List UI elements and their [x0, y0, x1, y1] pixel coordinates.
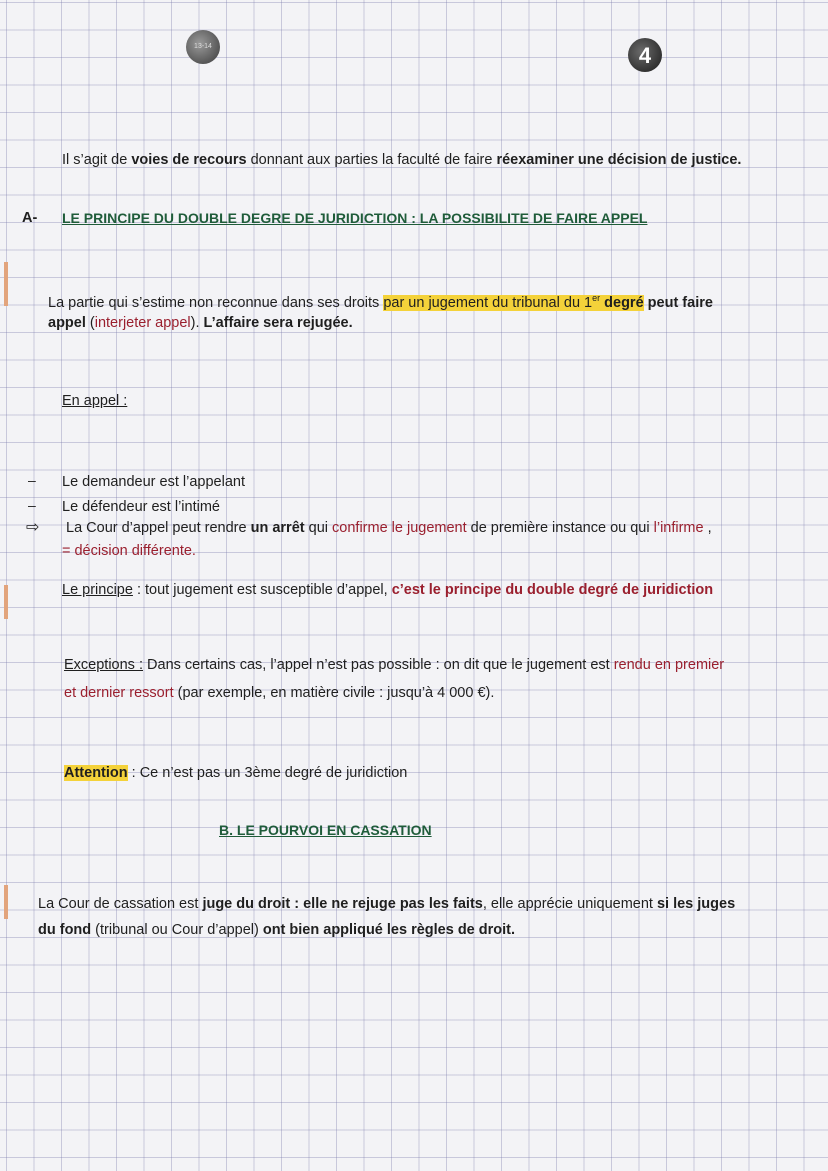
en-appel-heading: En appel :: [62, 393, 128, 409]
bullet-marker: –: [28, 472, 36, 488]
bullet-marker: –: [28, 497, 36, 513]
intro-paragraph: Il s’agit de voies de recours donnant aux parties la faculté de faire réexaminer une décision de justice.: [62, 152, 742, 168]
exceptions-line2: et dernier ressort (par exemple, en matière civile : jusqu’à 4 000 €).: [64, 685, 495, 701]
list-item: Le demandeur est l’appelant: [62, 474, 245, 490]
margin-mark: [4, 585, 8, 619]
para1-line2: appel (interjeter appel). L’affaire sera rejugée.: [48, 315, 353, 331]
arrow-icon: ⇨: [26, 519, 40, 536]
arrow-line1: La Cour d’appel peut rendre un arrêt qui confirme le jugement de première instance ou qui l’infirme ,: [66, 520, 712, 536]
exceptions-line1: Exceptions : Dans certains cas, l’appel n’est pas possible : on dit que le jugement est rendu en premier: [64, 657, 725, 673]
attention-line: Attention : Ce n’est pas un 3ème degré de juridiction: [64, 765, 408, 781]
cassation-line2: du fond (tribunal ou Cour d’appel) ont bien appliqué les règles de droit.: [38, 922, 516, 938]
margin-mark: [4, 262, 8, 306]
list-item: Le défendeur est l’intimé: [62, 499, 220, 515]
section-a-title: LE PRINCIPE DU DOUBLE DEGRE DE JURIDICTION : LA POSSIBILITE DE FAIRE APPEL: [62, 210, 648, 226]
para1-line1: La partie qui s’estime non reconnue dans ses droits par un jugement du tribunal du 1er degré peut faire: [48, 293, 713, 311]
section-a-letter: A-: [22, 210, 38, 226]
page-number: 4: [628, 38, 662, 72]
section-b-title: B. LE POURVOI EN CASSATION: [219, 822, 432, 838]
page-badge: 13-14: [186, 30, 220, 64]
margin-mark: [4, 885, 8, 919]
arrow-line2: = décision différente.: [62, 543, 196, 559]
principe-line: Le principe : tout jugement est susceptible d’appel, c’est le principe du double degré de juridiction: [62, 582, 714, 598]
cassation-line1: La Cour de cassation est juge du droit : elle ne rejuge pas les faits, elle apprécie uniquement si les juges: [38, 896, 736, 912]
